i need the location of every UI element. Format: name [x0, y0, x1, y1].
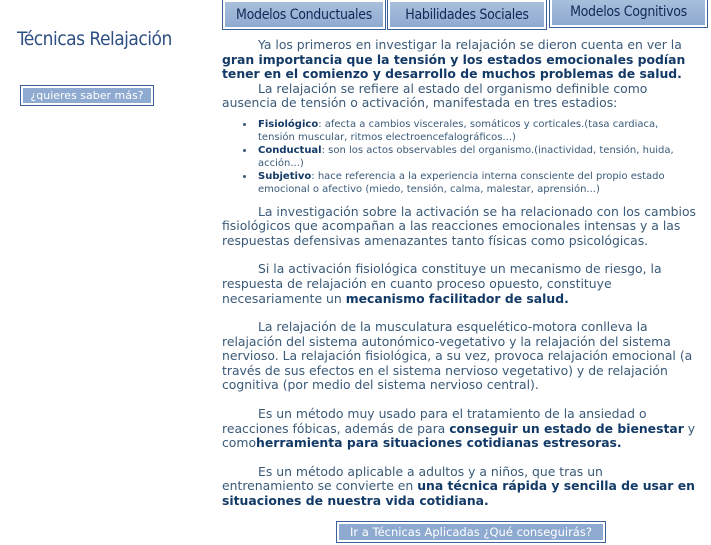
page-title: Técnicas Relajación — [17, 28, 172, 50]
paragraph-7 — [222, 465, 698, 509]
paragraph-6 — [222, 407, 698, 451]
tab-habilidades-sociales[interactable]: Habilidades Sociales — [388, 0, 546, 29]
paragraph-6-text-2: y como — [222, 420, 696, 451]
list-item — [255, 171, 698, 196]
tab-modelos-conductuales[interactable]: Modelos Conductuales — [223, 0, 385, 29]
paragraph-3: La investigación sobre la activación se ha relacionado con los cambios fisiológicos que acompañan a las reacciones emocionales intensas y a las respuestas defensivas amenazantes tanto físicas como psicológicas. — [222, 203, 697, 248]
state-term: Conductual — [258, 145, 322, 157]
states-list — [222, 119, 698, 197]
paragraph-6-text: Es un método muy usado para el tratamiento de la ansiedad o reacciones fóbicas, además de para — [222, 406, 647, 436]
paragraph-6-highlight-2: herramienta para situaciones cotidianas estresoras. — [256, 435, 622, 451]
paragraph-4 — [222, 262, 698, 306]
paragraph-7-highlight: una técnica rápida y sencilla de usar en situaciones de nuestra vida cotidiana. — [222, 478, 695, 509]
paragraph-6-highlight-1: conseguir un estado de bienestar — [449, 420, 684, 436]
paragraph-2: La relajación se refiere al estado del organismo definible como ausencia de tensión o activación, manifestada en tres estadios: — [222, 80, 648, 111]
paragraph-1 — [222, 38, 698, 82]
go-to-applied-techniques-button[interactable]: Ir a Técnicas Aplicadas ¿Qué conseguirás? — [337, 522, 605, 542]
tab-modelos-cognitivos[interactable]: Modelos Cognitivos — [550, 0, 707, 27]
paragraph-4-highlight: mecanismo facilitador de salud. — [345, 290, 569, 306]
list-item — [255, 119, 698, 144]
more-info-button[interactable]: ¿quieres saber más? — [21, 86, 153, 105]
paragraph-4-text: Si la activación fisiológica constituye un mecanismo de riesgo, la respuesta de relajación en cuanto proceso opuesto, constituye necesariamente un — [222, 261, 662, 306]
state-text: : afecta a cambios viscerales, somáticos y corticales.(tasa cardiaca, tensión muscular, ritmos electroencefalográficos...) — [258, 118, 659, 143]
main-content — [222, 38, 698, 509]
paragraph-7-text: Es un método aplicable a adultos y a niños, que tras un entrenamiento se convierte en — [222, 463, 603, 494]
state-term: Subjetivo — [258, 171, 312, 183]
state-text: : hace referencia a la experiencia interna consciente del propio estado emocional o afectivo (miedo, tensión, calma, malestar, aprensión...) — [258, 171, 665, 195]
state-text: : son los actos observables del organismo.(inactividad, tensión, huida, acción...) — [258, 145, 674, 169]
paragraph-1-text: Ya los primeros en investigar la relajación se dieron cuenta en ver la — [258, 37, 682, 52]
paragraph-5: La relajación de la musculatura esquelético-motora conlleva la relajación del sistema autonómico-vegetativo y la relajación del sistema nervioso. La relajación fisiológica, a su vez, provoca relajación emocional (a través de sus efectos en el sistema nervioso vegetativo) y de relajación cognitiva (por medio del sistema nervioso central). — [222, 319, 693, 393]
paragraph-1-highlight: gran importancia que la tensión y los estados emocionales podían tener en el comienzo y desarrollo de muchos problemas de salud. — [222, 51, 686, 82]
list-item — [255, 145, 698, 170]
state-term: Fisiológico — [258, 118, 319, 130]
